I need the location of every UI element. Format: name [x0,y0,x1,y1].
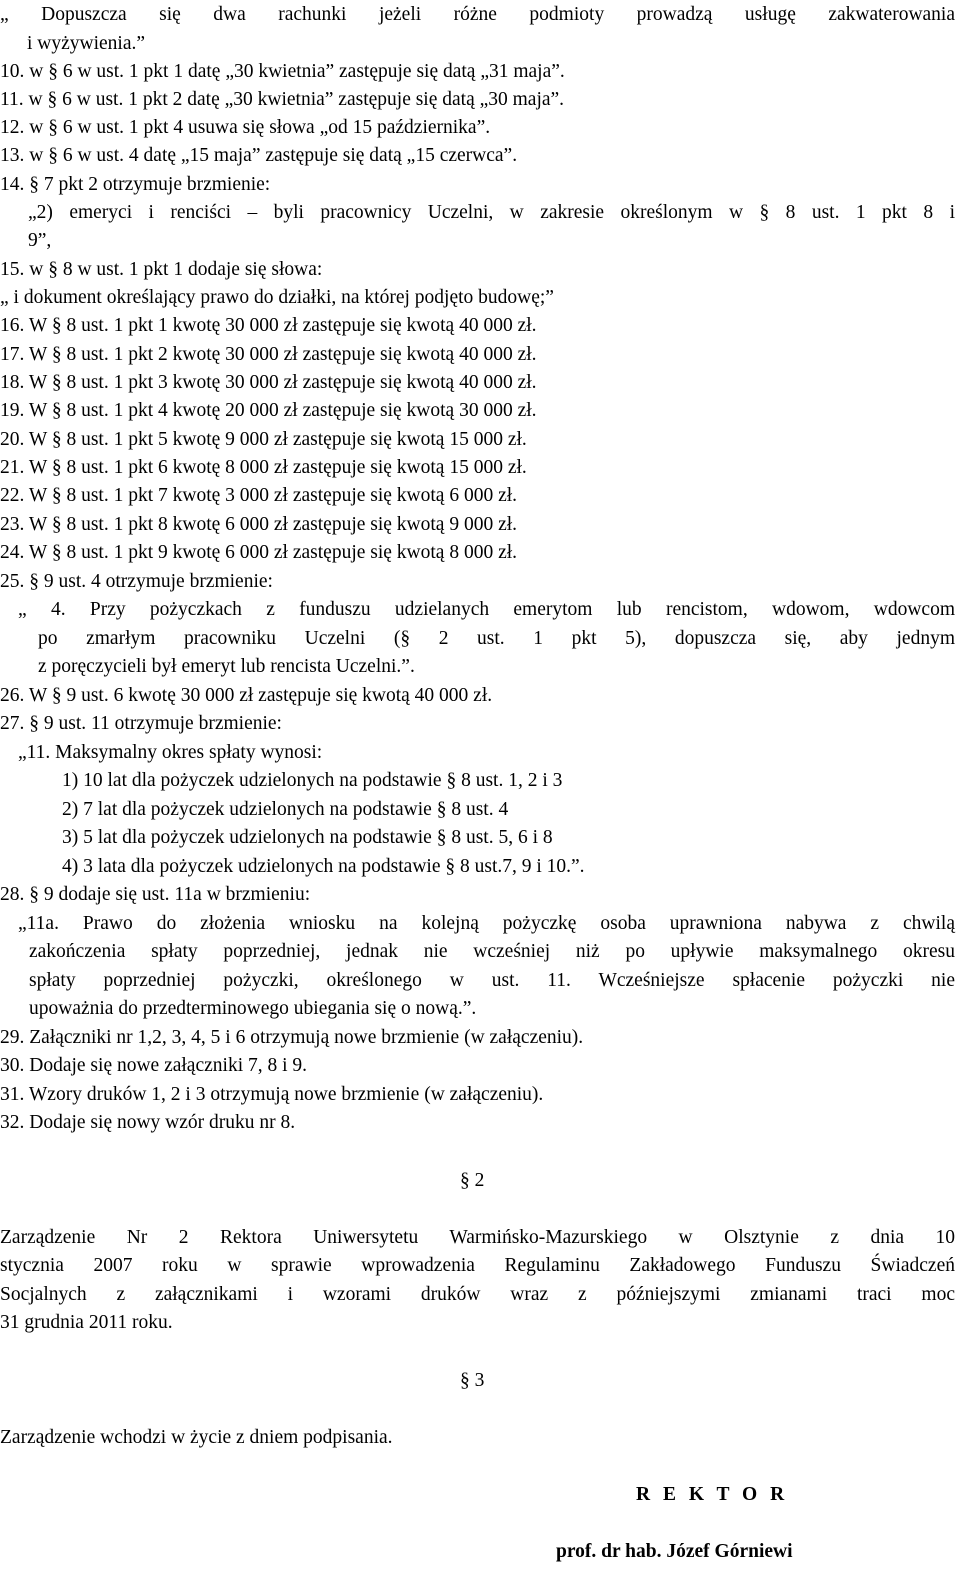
text-line: 21. W § 8 ust. 1 pkt 6 kwotę 8 000 zł zastępuje się kwotą 15 000 zł. [0,457,527,478]
text-line: zakończenia spłaty poprzedniej, jednak nie wcześniej niż po upływie maksymalnego okresu [29,941,955,962]
text-line: 3) 5 lat dla pożyczek udzielonych na podstawie § 8 ust. 5, 6 i 8 [62,827,553,848]
text-line: Zarządzenie wchodzi w życie z dniem podpisania. [0,1427,393,1448]
text-line: § 2 [460,1170,485,1191]
text-line: stycznia 2007 roku w sprawie wprowadzenia Regulaminu Zakładowego Funduszu Świadczeń [0,1255,955,1276]
text-line: 11. w § 6 w ust. 1 pkt 2 datę „30 kwietnia” zastępuje się datą „30 maja”. [0,89,565,110]
text-line: 31 grudnia 2011 roku. [0,1312,173,1333]
text-line: 2) 7 lat dla pożyczek udzielonych na podstawie § 8 ust. 4 [62,799,509,820]
text-line: 30. Dodaje się nowe załączniki 7, 8 i 9. [0,1055,308,1076]
text-line: 31. Wzory druków 1, 2 i 3 otrzymują nowe brzmienie (w załączeniu). [0,1084,544,1105]
text-line: prof. dr hab. Józef Górniewi [556,1541,793,1562]
text-line: „2) emeryci i renciści – byli pracownicy Uczelni, w zakresie określonym w § 8 ust. 1 pkt 8 i [28,202,955,223]
text-line: 4) 3 lata dla pożyczek udzielonych na podstawie § 8 ust.7, 9 i 10.”. [62,856,585,877]
text-line: 29. Załączniki nr 1,2, 3, 4, 5 i 6 otrzymują nowe brzmienie (w załączeniu). [0,1027,584,1048]
text-line: upoważnia do przedterminowego ubiegania się o nową.”. [29,998,477,1019]
text-line: „ 4. Przy pożyczkach z funduszu udzielanych emerytom lub rencistom, wdowom, wdowcom [18,599,955,620]
text-line: 9”, [28,230,52,251]
text-line: 20. W § 8 ust. 1 pkt 5 kwotę 9 000 zł zastępuje się kwotą 15 000 zł. [0,429,527,450]
text-line: 12. w § 6 w ust. 1 pkt 4 usuwa się słowa „od 15 października”. [0,117,491,138]
text-line: 23. W § 8 ust. 1 pkt 8 kwotę 6 000 zł zastępuje się kwotą 9 000 zł. [0,514,518,535]
text-line: 14. § 7 pkt 2 otrzymuje brzmienie: [0,174,271,195]
text-line: Zarządzenie Nr 2 Rektora Uniwersytetu Warmińsko-Mazurskiego w Olsztynie z dnia 10 [0,1227,955,1248]
text-line: „11. Maksymalny okres spłaty wynosi: [18,742,323,763]
text-line: 16. W § 8 ust. 1 pkt 1 kwotę 30 000 zł zastępuje się kwotą 40 000 zł. [0,315,537,336]
text-line: „ Dopuszcza się dwa rachunki jeżeli różne podmioty prowadzą usługę zakwaterowania [0,4,955,25]
text-line: 18. W § 8 ust. 1 pkt 3 kwotę 30 000 zł zastępuje się kwotą 40 000 zł. [0,372,537,393]
text-line: spłaty poprzedniej pożyczki, określonego w ust. 11. Wcześniejsze spłacenie pożyczki nie [29,970,955,991]
text-line: 1) 10 lat dla pożyczek udzielonych na podstawie § 8 ust. 1, 2 i 3 [62,770,563,791]
text-line: 10. w § 6 w ust. 1 pkt 1 datę „30 kwietnia” zastępuje się datą „31 maja”. [0,61,565,82]
text-line: 13. w § 6 w ust. 4 datę „15 maja” zastępuje się datą „15 czerwca”. [0,145,518,166]
text-line: 28. § 9 dodaje się ust. 11a w brzmieniu: [0,884,311,905]
text-line: po zmarłym pracowniku Uczelni (§ 2 ust. 1 pkt 5), dopuszcza się, aby jednym [38,628,955,649]
text-line: 24. W § 8 ust. 1 pkt 9 kwotę 6 000 zł zastępuje się kwotą 8 000 zł. [0,542,518,563]
text-line: 25. § 9 ust. 4 otrzymuje brzmienie: [0,571,273,592]
text-line: 26. W § 9 ust. 6 kwotę 30 000 zł zastępuje się kwotą 40 000 zł. [0,685,493,706]
text-line: R E K T O R [636,1484,789,1505]
text-line: z poręczycieli był emeryt lub rencista Uczelni.”. [38,656,415,677]
text-line: „11a. Prawo do złożenia wniosku na kolejną pożyczkę osoba uprawniona nabywa z chwilą [18,913,955,934]
text-line: 19. W § 8 ust. 1 pkt 4 kwotę 20 000 zł zastępuje się kwotą 30 000 zł. [0,400,537,421]
text-line: i wyżywienia.” [27,33,146,54]
text-line: „ i dokument określający prawo do działki, na której podjęto budowę;” [0,287,554,308]
text-line: Socjalnych z załącznikami i wzorami druków wraz z późniejszymi zmianami traci moc [0,1284,955,1305]
text-line: 15. w § 8 w ust. 1 pkt 1 dodaje się słowa: [0,259,323,280]
text-line: 32. Dodaje się nowy wzór druku nr 8. [0,1112,296,1133]
text-line: 27. § 9 ust. 11 otrzymuje brzmienie: [0,713,282,734]
text-line: 17. W § 8 ust. 1 pkt 2 kwotę 30 000 zł zastępuje się kwotą 40 000 zł. [0,344,537,365]
text-line: § 3 [460,1370,485,1391]
text-line: 22. W § 8 ust. 1 pkt 7 kwotę 3 000 zł zastępuje się kwotą 6 000 zł. [0,485,518,506]
